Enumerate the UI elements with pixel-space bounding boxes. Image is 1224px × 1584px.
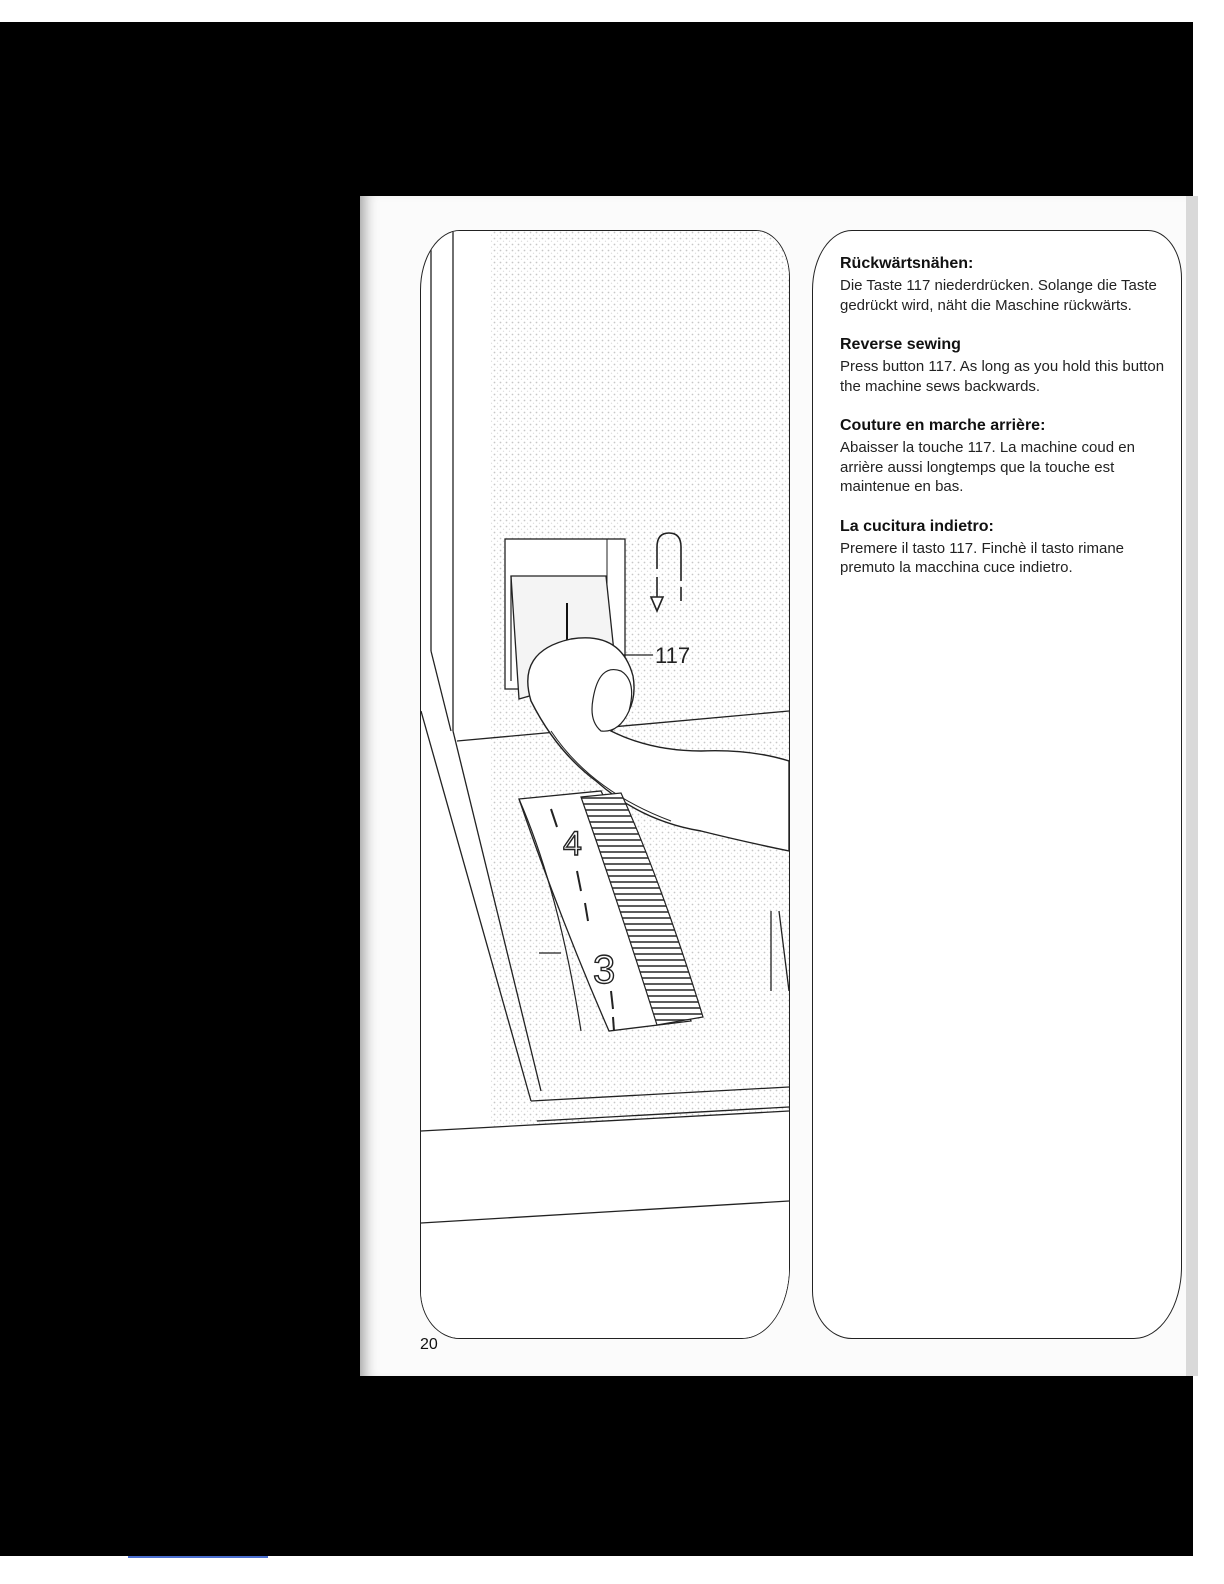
section-body: Abaisser la touche 117. La machine coud en arrière aussi longtemps que la touche est maintenue en bas. <box>840 439 1135 495</box>
dial-number-3: 3 <box>593 948 616 992</box>
illustration-panel <box>420 230 790 1339</box>
section-italian <box>840 517 1170 578</box>
bottom-rule <box>128 1556 268 1558</box>
callout-label: 117 <box>655 643 691 668</box>
section-german <box>840 254 1170 315</box>
section-heading: Couture en marche arrière: <box>840 417 1046 434</box>
page-number: 20 <box>420 1336 438 1353</box>
dial-number-4: 4 <box>563 825 582 863</box>
instruction-text <box>840 254 1170 598</box>
section-body: Die Taste 117 niederdrücken. Solange die Taste gedrückt wird, näht die Maschine rückwärts. <box>840 277 1157 314</box>
section-french <box>840 416 1170 497</box>
section-heading: La cucitura indietro: <box>840 517 994 535</box>
section-heading: Rückwärtsnähen: <box>840 255 974 272</box>
reverse-button-illustration <box>421 231 789 1338</box>
section-body: Premere il tasto 117. Finchè il tasto rimane premuto la macchina cuce indietro. <box>840 539 1125 576</box>
section-heading: Reverse sewing <box>840 336 961 353</box>
page-edge <box>1186 196 1198 1376</box>
shaded-surface <box>491 231 789 1231</box>
section-body: Press button 117. As long as you hold this button the machine sews backwards. <box>840 358 1165 395</box>
section-english <box>840 335 1170 396</box>
